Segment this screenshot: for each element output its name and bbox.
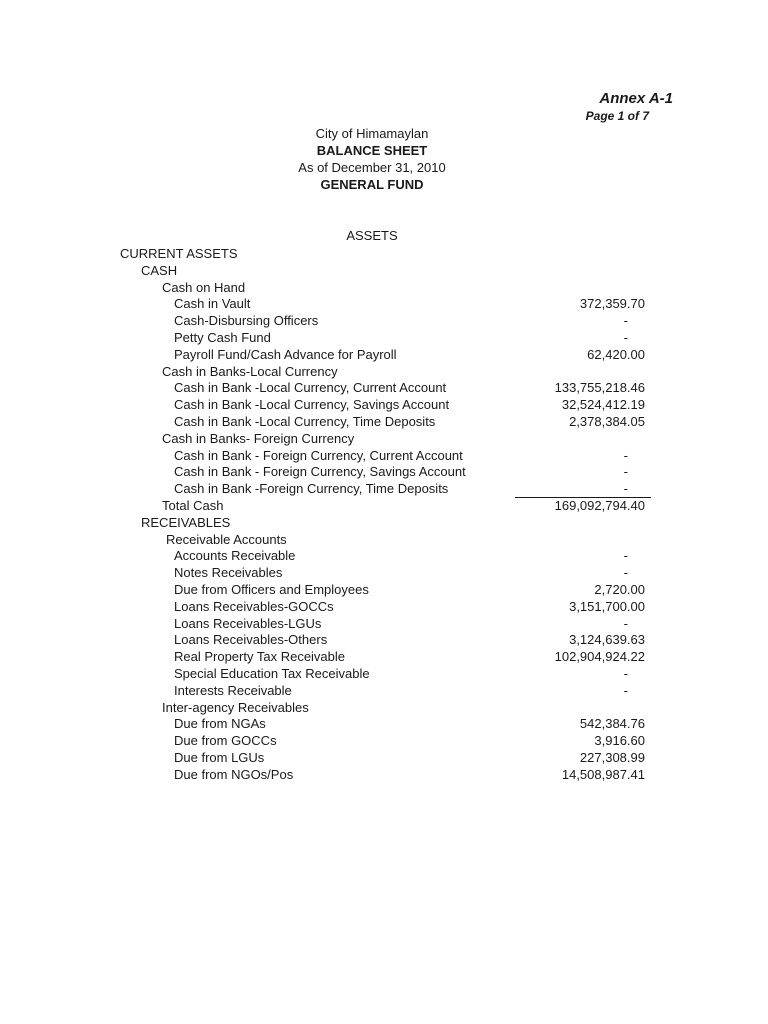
table-row [0,631,768,648]
table-row [0,615,768,632]
table-row [0,665,768,682]
amount-value: 32,524,412.19 [561,397,645,413]
amount-dash: - [623,330,628,345]
table-row [0,648,768,665]
amount-dash: - [623,447,628,463]
amount-value: 3,151,700.00 [569,598,645,614]
table-row [0,463,768,480]
table-row [0,564,768,581]
table-row [0,547,768,564]
table-row [0,598,768,615]
amount-value: 169,092,794.40 [515,497,651,514]
amount-dash: - [623,313,628,329]
fund-name: GENERAL FUND [320,177,424,192]
table-row [0,581,768,598]
account-label: CASH [141,262,178,278]
table-row [0,245,768,262]
amount-value: 372,359.70 [579,296,645,312]
page-number: Page 1 of 7 [585,109,649,123]
table-row [0,732,768,749]
table-row [0,346,768,363]
account-label: Notes Receivables [174,565,283,581]
amount-value: 3,916.60 [594,733,645,749]
amount-value: 102,904,924.22 [554,649,645,665]
table-row [0,480,768,497]
account-label: Loans Receivables-Others [174,632,328,648]
account-label: Due from LGUs [174,750,265,765]
account-label: RECEIVABLES [141,514,231,530]
account-label: Payroll Fund/Cash Advance for Payroll [174,346,397,362]
account-label: Due from GOCCs [174,733,277,749]
table-row [0,363,768,380]
account-label: Cash in Bank - Foreign Currency, Current Account [174,447,463,463]
account-label: Accounts Receivable [174,548,296,564]
amount-dash: - [623,548,628,564]
table-row [0,766,768,783]
account-label: Total Cash [162,498,224,513]
account-label: Cash in Vault [174,296,251,312]
account-label: Cash on Hand [162,279,246,295]
account-label: Due from NGAs [174,716,266,732]
account-label: Due from NGOs/Pos [174,766,294,782]
table-row [0,699,768,716]
account-label: Cash in Bank -Foreign Currency, Time Deposits [174,481,449,497]
table-row [0,329,768,346]
table-row [0,447,768,464]
amount-value: 62,420.00 [587,346,645,362]
account-label: Interests Receivable [174,682,292,698]
amount-value: 133,755,218.46 [554,380,645,396]
account-label: Inter-agency Receivables [162,699,309,715]
table-row [0,413,768,430]
table-row [0,279,768,296]
total-row [0,497,768,514]
table-row [0,682,768,699]
amount-dash: - [623,666,628,681]
document-title: BALANCE SHEET [316,143,428,158]
table-row [0,396,768,413]
amount-dash: - [623,682,628,698]
account-label: Cash in Bank -Local Currency, Time Deposits [174,414,436,429]
account-label: Cash in Banks- Foreign Currency [162,430,355,446]
amount-value: 2,378,384.05 [569,414,645,429]
table-row [0,379,768,396]
account-label: Cash in Bank -Local Currency, Current Account [174,380,447,396]
account-label: Special Education Tax Receivable [174,666,370,681]
table-row [0,514,768,531]
account-label: Receivable Accounts [166,531,287,547]
table-row [0,262,768,279]
annex-label: Annex A-1 [599,90,673,107]
account-label: Cash in Bank -Local Currency, Savings Account [174,397,450,413]
amount-value: 3,124,639.63 [569,632,645,648]
amount-dash: - [623,615,628,631]
amount-value: 227,308.99 [579,750,645,765]
amount-value: 542,384.76 [579,716,645,732]
account-label: CURRENT ASSETS [120,246,238,261]
table-row [0,749,768,766]
account-label: Cash in Bank - Foreign Currency, Savings Account [174,464,466,480]
account-label: Real Property Tax Receivable [174,649,346,665]
amount-value: 14,508,987.41 [561,766,645,782]
report-date: As of December 31, 2010 [298,160,446,175]
amount-dash: - [623,565,628,581]
section-heading: ASSETS [346,228,398,243]
account-label: Cash in Banks-Local Currency [162,363,338,379]
table-row [0,715,768,732]
amount-dash: - [623,464,628,480]
amount-value: 2,720.00 [594,582,645,597]
amount-dash: - [623,481,628,497]
table-row [0,295,768,312]
table-row [0,430,768,447]
account-label: Loans Receivables-GOCCs [174,598,334,614]
table-row [0,531,768,548]
account-label: Loans Receivables-LGUs [174,615,322,631]
account-label: Cash-Disbursing Officers [174,313,319,329]
account-label: Petty Cash Fund [174,330,271,345]
city-name: City of Himamaylan [315,126,429,141]
account-label: Due from Officers and Employees [174,582,369,597]
table-row [0,312,768,329]
